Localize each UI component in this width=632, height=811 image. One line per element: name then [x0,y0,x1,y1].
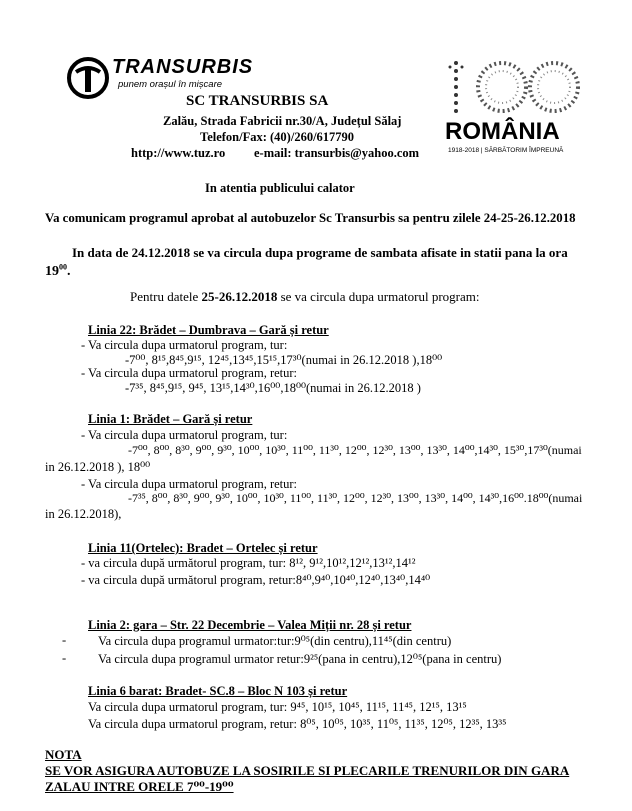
dates-intro-b: 25-26.12.2018 [201,289,278,304]
day24-hour: 19 [45,264,59,279]
company-address: Zalău, Strada Fabricii nr.30/A, Județul Sălaj [163,114,402,128]
transurbis-logo-icon [66,56,110,100]
route-11-retur: - va circula după următorul program, retur:8⁴⁰,9⁴⁰,10⁴⁰,12⁴⁰,13⁴⁰,14⁴⁰ [81,573,431,587]
logo-tagline: punem orașul în mișcare [118,79,223,90]
route-2-tur-bullet: - [62,633,67,647]
route-22-retur-label: - Va circula dupa urmatorul program, retur: [81,366,298,380]
transurbis-logo [66,56,110,100]
route-22-tur-times: -7⁰⁰, 8¹⁵,8⁴⁵,9¹⁵, 12⁴⁵,13⁴⁵,15¹⁵,17³⁰(numai in 26.12.2018 ),18⁰⁰ [125,353,443,367]
route-11-title: Linia 11(Ortelec): Bradet – Ortelec și retur [88,541,318,555]
route-2-tur: Va circula dupa programul urmator:tur:9⁰⁵(din centru),11⁴⁵(din centru) [98,634,452,648]
route-6-title: Linia 6 barat: Bradet- SC.8 – Bloc N 103 și retur [88,684,348,698]
route-1-tur-times-2: in 26.12.2018 ), 18⁰⁰ [45,460,151,474]
route-22-retur-times: -7³⁵, 8⁴⁵,9¹⁵, 9⁴⁵, 13¹⁵,14³⁰,16⁰⁰,18⁰⁰(numai in 26.12.2018 ) [125,381,421,395]
nota-line1: SE VOR ASIGURA AUTOBUZE LA SOSIRILE SI PLECARILE TRENURILOR DIN GARA [45,763,570,778]
company-website[interactable]: http://www.tuz.ro [131,146,226,160]
notice-intro: Va comunicam programul aprobat al autobuzelor Sc Transurbis sa pentru zilele 24-25-26.12.2018 [45,211,576,225]
dates-intro-a: Pentru datele [130,289,202,304]
nota-line2: ZALAU INTRE ORELE 7⁰⁰-19⁰⁰ [45,779,234,794]
centenary-motto: 1918-2018 | SĂRBĂTORIM ÎMPREUNĂ [448,147,564,154]
romania-centenary-logo [442,55,594,165]
route-11-tur: - va circula după următorul program, tur: 8¹², 9¹²,10¹²,12¹²,13¹²,14¹² [81,556,416,570]
route-2-retur: Va circula dupa programul urmator retur:9²⁵(pana in centru),12⁰⁵(pana in centru) [98,652,502,666]
route-1-tur-label: - Va circula dupa urmatorul program, tur: [81,428,288,442]
route-1-title: Linia 1: Brădet – Gară și retur [88,412,253,426]
nota-title: NOTA [45,747,82,762]
centenary-country: ROMÂNIA [445,118,560,145]
dates-intro-c: se va circula dupa urmatorul program: [277,289,480,304]
route-6-tur: Va circula dupa urmatorul program, tur: 9⁴⁵, 10¹⁵, 10⁴⁵, 11¹⁵, 11⁴⁵, 12¹⁵, 13¹⁵ [88,700,467,714]
route-6-retur: Va circula dupa urmatorul program, retur: 8⁰⁵, 10⁰⁵, 10³⁵, 11⁰⁵, 11³⁵, 12⁰⁵, 12³⁵, 13³⁵ [88,717,507,731]
route-22-title: Linia 22: Brădet – Dumbrava – Gară și retur [88,323,329,337]
logo-brand: TRANSURBIS [112,56,254,78]
notice-day24-hour: $19^{00}$. [45,262,71,279]
company-name: SC TRANSURBIS SA [186,93,329,109]
route-1-tur-times-1: -7⁰⁰, 8⁰⁰, 8³⁰, 9⁰⁰, 9³⁰, 10⁰⁰, 10³⁰, 11⁰⁰, 11³⁰, 12⁰⁰, 12³⁰, 13⁰⁰, 13³⁰, 14⁰⁰,14³⁰, 15³⁰,17³⁰(numai [128,443,582,457]
notice-attention: In atentia publicului calator [205,181,355,195]
route-1-retur-label: - Va circula dupa urmatorul program, retur: [81,477,298,491]
route-1-retur-times-2: in 26.12.2018), [45,507,122,521]
centenary-dots-icon [442,55,594,117]
route-22-tur-label: - Va circula dupa urmatorul program, tur: [81,338,288,352]
dates-intro [130,289,479,305]
route-2-retur-bullet: - [62,651,67,665]
company-phone: Telefon/Fax: (40)/260/617790 [200,130,355,144]
company-email[interactable]: e-mail: transurbis@yahoo.com [254,146,420,160]
route-2-title: Linia 2: gara – Str. 22 Decembrie – Valea Miții nr. 28 și retur [88,618,412,632]
route-1-retur-times-1: -7³⁵, 8⁰⁰, 8³⁰, 9⁰⁰, 9³⁰, 10⁰⁰, 10³⁰, 11⁰⁰, 11³⁰, 12⁰⁰, 12³⁰, 13⁰⁰, 13³⁰, 14⁰⁰, 14³⁰,16⁰⁰.18⁰⁰(numai [128,491,583,505]
day24-min: 00 [59,262,67,272]
notice-day24: In data de 24.12.2018 se va circula dupa programe de sambata afisate in statii pana la ora [72,245,568,260]
